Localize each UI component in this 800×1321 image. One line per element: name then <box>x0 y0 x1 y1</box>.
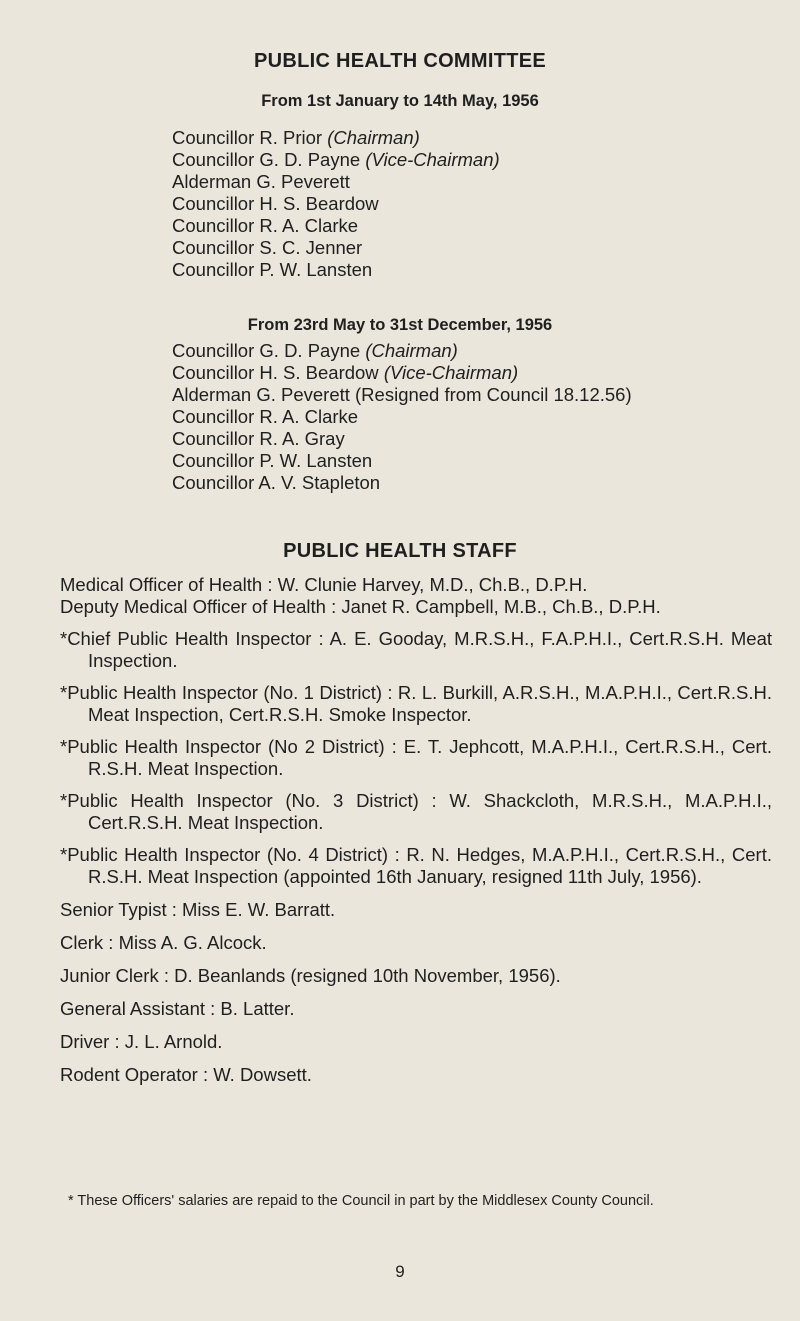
page-number: 9 <box>395 1262 405 1281</box>
member-item: Alderman G. Peverett <box>172 171 350 192</box>
member-item: Councillor R. A. Gray <box>172 428 345 449</box>
staff-entry: Rodent Operator : W. Dowsett. <box>60 1064 312 1085</box>
staff-entry: *Public Health Inspector (No. 4 District) : R. N. Hedges, M.A.P.H.I., Cert.R.S.H., Cert. R.S.H. Meat Inspection (appointed 16th January, resigned 11th July, 1956). <box>60 844 772 887</box>
member-item: Councillor P. W. Lansten <box>172 259 373 280</box>
period1-heading: From 1st January to 14th May, 1956 <box>261 92 539 110</box>
committee-title: PUBLIC HEALTH COMMITTEE <box>253 50 547 72</box>
staff-entry: Senior Typist : Miss E. W. Barratt. <box>60 899 336 920</box>
member-item: Councillor G. D. Payne (Vice-Chairman) <box>172 149 500 170</box>
period2-member-list <box>172 340 632 494</box>
staff-entry: Medical Officer of Health : W. Clunie Harvey, M.D., Ch.B., D.P.H. <box>60 574 588 595</box>
staff-entry: *Public Health Inspector (No. 3 District) : W. Shackcloth, M.R.S.H., M.A.P.H.I., Cert.R.S.H. Meat Inspection. <box>60 790 772 833</box>
member-item: Councillor G. D. Payne (Chairman) <box>172 340 458 361</box>
staff-entry: General Assistant : B. Latter. <box>60 998 295 1019</box>
staff-list <box>60 574 772 1086</box>
staff-entry: Driver : J. L. Arnold. <box>60 1031 223 1052</box>
member-item: Councillor R. Prior (Chairman) <box>172 127 420 148</box>
period2-heading: From 23rd May to 31st December, 1956 <box>247 316 553 334</box>
staff-entry: *Public Health Inspector (No. 1 District) : R. L. Burkill, A.R.S.H., M.A.P.H.I., Cert.R.S.H. Meat Inspection, Cert.R.S.H. Smoke Inspector. <box>60 682 772 725</box>
staff-entry: Junior Clerk : D. Beanlands (resigned 10th November, 1956). <box>60 965 561 986</box>
staff-entry: *Public Health Inspector (No 2 District) : E. T. Jephcott, M.A.P.H.I., Cert.R.S.H., Cert. R.S.H. Meat Inspection. <box>60 736 772 779</box>
footnote: * These Officers' salaries are repaid to the Council in part by the Middlesex County Council. <box>68 1193 654 1209</box>
staff-title: PUBLIC HEALTH STAFF <box>283 540 517 562</box>
staff-entry: Deputy Medical Officer of Health : Janet R. Campbell, M.B., Ch.B., D.P.H. <box>60 596 661 617</box>
member-item: Councillor R. A. Clarke <box>172 215 359 236</box>
period1-member-list <box>172 127 500 281</box>
member-item: Councillor H. S. Beardow <box>172 193 379 214</box>
member-item: Alderman G. Peverett (Resigned from Council 18.12.56) <box>172 384 632 405</box>
member-item: Councillor H. S. Beardow (Vice-Chairman) <box>172 362 519 383</box>
staff-entry: *Chief Public Health Inspector : A. E. Gooday, M.R.S.H., F.A.P.H.I., Cert.R.S.H. Meat Inspection. <box>60 628 772 671</box>
staff-entry: Clerk : Miss A. G. Alcock. <box>60 932 267 953</box>
member-item: Councillor A. V. Stapleton <box>172 472 381 493</box>
member-item: Councillor S. C. Jenner <box>172 237 363 258</box>
member-item: Councillor R. A. Clarke <box>172 406 359 427</box>
member-item: Councillor P. W. Lansten <box>172 450 373 471</box>
